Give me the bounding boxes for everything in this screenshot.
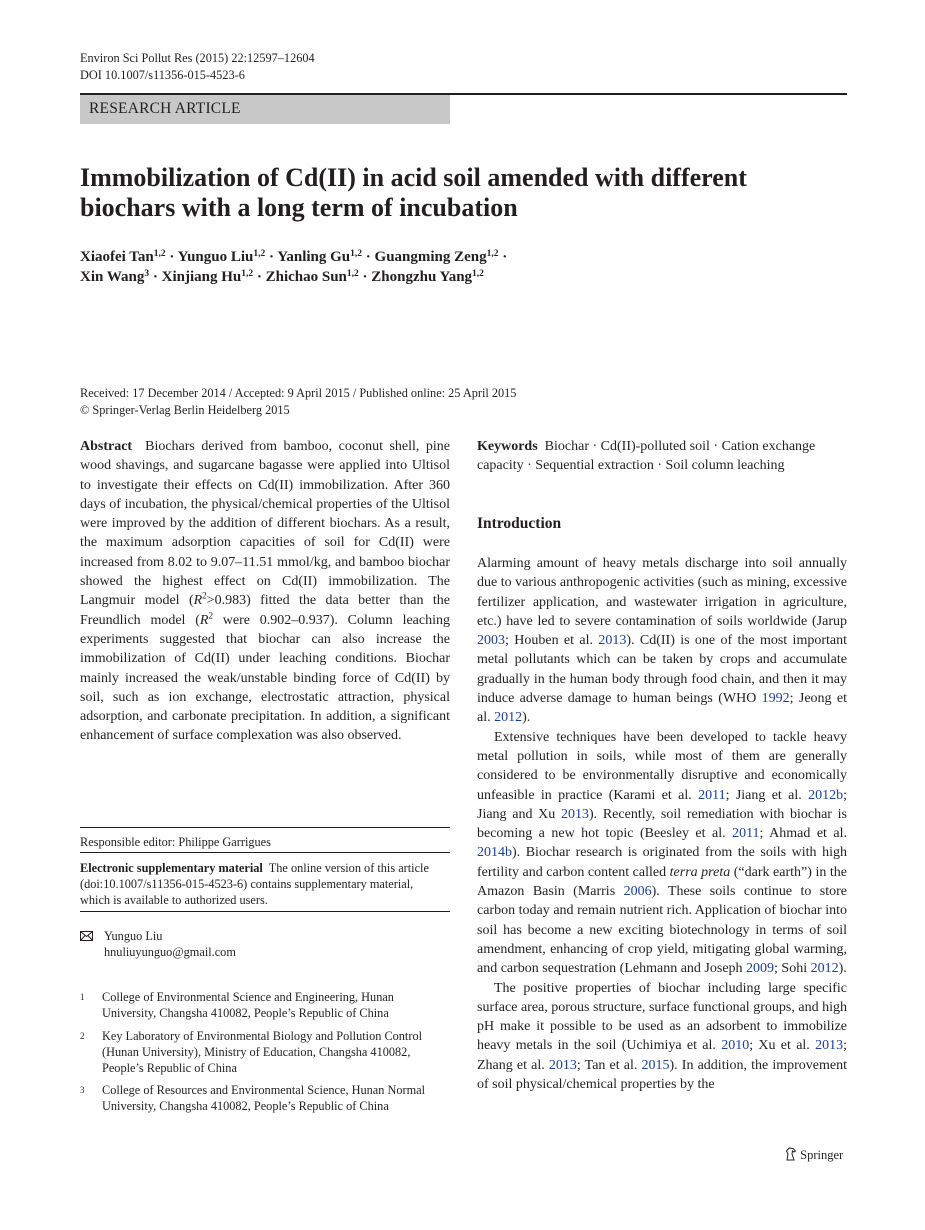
footnote-rule [80,852,450,853]
citation-link[interactable]: 2012b [808,787,844,803]
intro-paragraph: Extensive techniques have been developed to tackle heavy metal pollution in soils, while most of them are generally considered to be environmentally disruptive and economically unfeasible in practice (Karami et al. 2011; Jiang et al. 2012b; Jiang and Xu 2013). Recently, soil remediation with biochar is becoming a new hot topic (Beesley et al. 2011; Ahmad et al. 2014b). Biochar research is originated from the soils with high fertility and carbon content called terra preta (“dark earth”) in the Amazon Basin (Marris 2006). These soils continue to store carbon today and remain nutrient rich. Application of biochar into soil has become a new exciting biotechnology in terms of soil amendment, enhancing of crop yield, mitigating global warming, and carbon sequestration (Lehmann and Joseph 2009; Sohi 2012). [477,729,848,977]
citation-link[interactable]: 2011 [732,826,760,842]
affiliation-number: 1 [80,992,85,1002]
keywords [477,437,847,476]
journal-header [80,50,315,84]
article-title: Immobilization of Cd(II) in acid soil amended with different biochars with a long term of incubation [80,163,747,222]
citation-link[interactable]: 2003 [477,633,505,649]
journal-citation: Environ Sci Pollut Res (2015) 22:12597–12604 [80,51,315,65]
corresponding-name: Yunguo Liu [104,929,163,943]
citation-link[interactable]: 2006 [623,884,652,900]
publication-dates [80,385,516,418]
intro-paragraph: Alarming amount of heavy metals discharge into soil annually due to various anthropogenic activities (such as mining, excessive fertilizer application, and wastewater irrigation in agriculture, etc.) have led to severe contamination of soils worldwide (Jarup 2003; Houben et al. 2013). Cd(II) is one of the most important metal pollutants which can be taken by crops and accumulate gradually in the human body through food chain, and then it may induce adverse damage to human beings (WHO 1992; Jeong et al. 2012). [477,556,847,726]
footnote-rule [80,911,450,912]
citation-link[interactable]: 2010 [721,1038,750,1054]
author[interactable]: Guangming Zeng$^{1,2}$ [374,249,499,265]
affiliation-text: College of Environmental Science and Engineering, Hunan University, Changsha 410082, People’s Republic of China [102,990,394,1020]
introduction-body [477,554,847,1094]
corresponding-email[interactable]: hnuliuyunguo@gmail.com [104,945,236,959]
keywords-label: Keywords [477,439,538,454]
author[interactable]: Zhichao Sun$^{1,2}$ [265,269,359,285]
citation-link[interactable]: 2015 [641,1057,670,1073]
article-type-banner [80,95,450,124]
esm-text: The online version of this article (doi:10.1007/s11356-015-4523-6) contains supplementary material, which is available to authorized users. [80,861,429,907]
affiliation-number: 3 [80,1085,85,1095]
abstract: Abstract Biochars derived from bamboo, coconut shell, pine wood shavings, and sugarcane bagasse were applied into Ultisol to investigate their effects on Cd(II) immobilization. After 360 days of incubation, the physical/chemical properties of the Ultisol were improved by the addition of different biochars. As a result, the maximum adsorption capacities of soil for Cd(II) were increased from 8.02 to 9.07–11.51 mmol/kg, and bamboo biochar showed the highest effect on Cd(II) immobilization. The Langmuir model $(R^2>0.983)$ fitted the data better than the Freundlich model ($R^2$ were 0.902–0.937). Column leaching experiments suggested that biochar can also increase the immobilization of Cd(II) under leaching conditions. Biochar mainly increased the weak/unstable binding force of Cd(II) by soil, such as ion exchange, electrostatic attraction, physical adsorption, and carbonate precipitation. In addition, a significant enhancement of surface complexation was also observed. [80,439,450,744]
affiliation-number: 2 [80,1031,85,1041]
abstract-text: Biochars derived from bamboo, coconut shell, pine wood shavings, and sugarcane bagasse were applied into Ultisol to investigate their effects on Cd(II) immobilization. After 360 days of incubation, the physical/chemical properties of the Ultisol were improved by the addition of different biochars. As a result, the maximum adsorption capacities of soil for Cd(II) were increased from 8.02 to 9.07–11.51 mmol/kg, and bamboo biochar showed the highest effect on Cd(II) immobilization. The Langmuir model ( [80,439,450,609]
author-list [80,247,840,287]
citation-link[interactable]: 1992 [761,691,790,707]
author[interactable]: Xin Wang$^3$ [80,269,150,285]
dates-line: Received: 17 December 2014 / Accepted: 9 April 2015 / Published online: 25 April 2015 [80,386,517,400]
publisher-logo [785,1147,843,1163]
envelope-icon [80,931,93,941]
supplementary-material-note [80,860,442,908]
author-line-2: Xin Wang$^3$ · Xinjiang Hu$^{1,2}$ · Zhichao Sun$^{1,2}$ · Zhongzhu Yang$^{1,2}$ [80,269,484,285]
author-line-1: Xiaofei Tan$^{1,2}$ · Yunguo Liu$^{1,2}$ · Yanling Gu$^{1,2}$ · Guangming Zeng$^{1,2}$ · [80,249,508,265]
citation-link[interactable]: 2013 [548,1057,577,1073]
citation-link[interactable]: 2013 [598,633,627,649]
citation-link[interactable]: 2009 [746,961,775,977]
publisher-name: Springer [800,1148,844,1162]
author[interactable]: Zhongzhu Yang$^{1,2}$ [371,269,484,285]
responsible-editor: Responsible editor: Philippe Garrigues [80,835,271,849]
springer-horse-icon [785,1147,797,1161]
esm-label: Electronic supplementary material [80,861,263,875]
author[interactable]: Xiaofei Tan$^{1,2}$ [80,249,166,265]
citation-link[interactable]: 2014b [477,845,512,861]
citation-link[interactable]: 2013 [560,806,589,822]
affiliation-text: Key Laboratory of Environmental Biology and Pollution Control (Hunan University), Ministry of Education, Changsha 410082, People’s Republic of China [102,1029,423,1075]
abstract-label: Abstract [80,439,133,454]
author[interactable]: Xinjiang Hu$^{1,2}$ [161,269,254,285]
affiliation-text: College of Resources and Environmental Science, Hunan Normal University, Changsha 410082, People’s Republic of China [102,1083,426,1113]
citation-link[interactable]: 2011 [698,787,726,803]
keywords-text: Biochar · Cd(II)-polluted soil · Cation exchange capacity · Sequential extraction · Soil column leaching [477,439,816,474]
copyright: © Springer-Verlag Berlin Heidelberg 2015 [80,402,290,417]
doi: DOI 10.1007/s11356-015-4523-6 [80,68,245,82]
citation-link[interactable]: 2013 [815,1038,844,1054]
footnote-rule [80,827,450,828]
citation-link[interactable]: 2012 [810,961,839,977]
author[interactable]: Yunguo Liu$^{1,2}$ [177,249,266,265]
author[interactable]: Yanling Gu$^{1,2}$ [277,249,363,265]
introduction-heading: Introduction [477,515,562,532]
citation-link[interactable]: 2012 [494,710,523,726]
article-type: RESEARCH ARTICLE [89,100,241,117]
intro-paragraph: The positive properties of biochar including large specific surface area, porous structure, surface functional groups, and high pH make it possible to be used as an adsorbent to immobilize heavy metals in the soil (Uchimiya et al. 2010; Xu et al. 2013; Zhang et al. 2013; Tan et al. 2015). In addition, the improvement of soil physical/chemical properties by the [477,980,847,1093]
